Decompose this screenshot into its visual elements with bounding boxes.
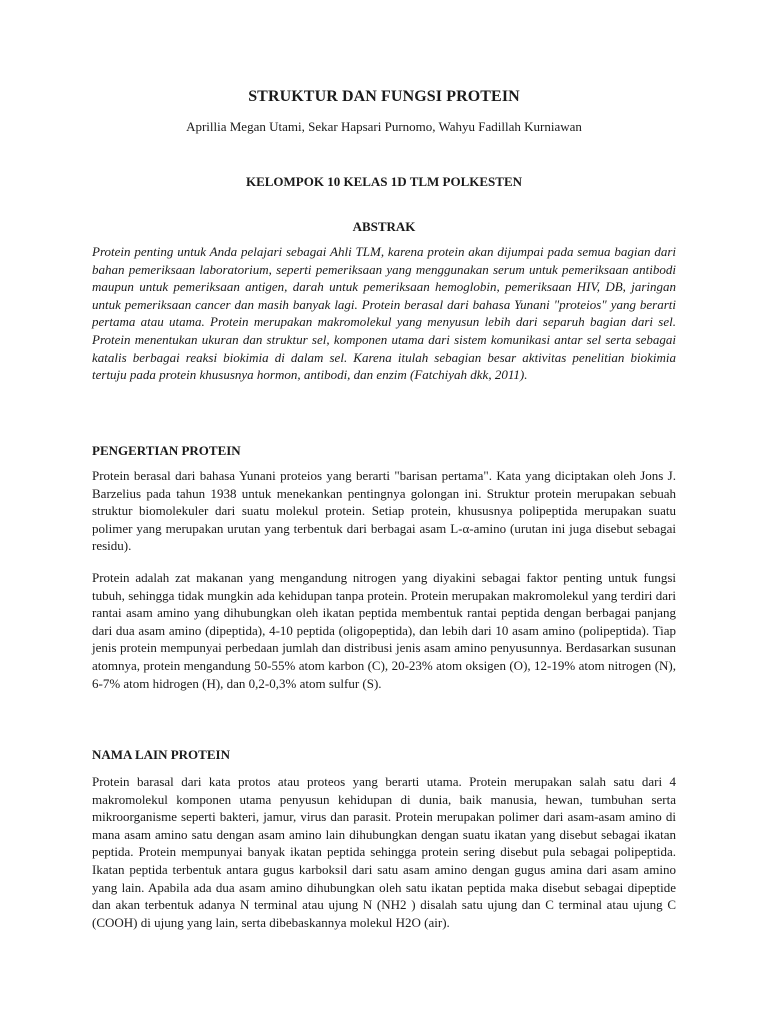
abstract-text: Protein penting untuk Anda pelajari sebagai Ahli TLM, karena protein akan dijumpai pada semua bagian dari bahan pemeriksaan laboratorium, seperti pemeriksaan yang menggunakan serum untuk pemeriksaan antibodi maupun untuk pemeriksaan antigen, darah untuk pemeriksaan hemoglobin, pemeriksaan HIV, DB, jaringan untuk pemeriksaan cancer dan masih banyak lagi. Protein berasal dari bahasa Yunani "proteios" yang berarti pertama atau utama. Protein merupakan makromolekul yang menyusun lebih dari separuh bagian dari sel. Protein menentukan ukuran dan struktur sel, komponen utama dari sistem komunikasi antar sel serta sebagai katalis berbagai reaksi biokimia di dalam sel. Karena itulah sebagian besar aktivitas penelitian biokimia tertuju pada protein khususnya hormon, antibodi, dan enzim (Fatchiyah dkk, 2011). bbox=[92, 244, 676, 383]
document-title: STRUKTUR DAN FUNGSI PROTEIN bbox=[248, 88, 520, 105]
group-label: KELOMPOK 10 KELAS 1D TLM POLKESTEN bbox=[245, 174, 523, 189]
paragraph: Protein adalah zat makanan yang mengandung nitrogen yang diyakini sebagai faktor penting untuk fungsi tubuh, sehingga tidak mungkin ada kehidupan tanpa protein. Protein merupakan makromolekul yang terdiri dari rantai asam amino yang dihubungkan oleh ikatan peptida membentuk rantai peptida dengan berbagai panjang dari dua asam amino (dipeptida), 4-10 peptida (oligopeptida), dan lebih dari 10 asam amino (polipeptida). Tiap jenis protein mempunyai perbedaan jumlah dan distribusi jenis asam amino penyusunnya. Berdasarkan susunan atomnya, protein mengandung 50-55% atom karbon (C), 20-23% atom oksigen (O), 12-19% atom nitrogen (N), 6-7% atom hidrogen (H), dan 0,2-0,3% atom sulfur (S). bbox=[92, 570, 676, 691]
document-authors: Aprillia Megan Utami, Sekar Hapsari Purnomo, Wahyu Fadillah Kurniawan bbox=[186, 119, 582, 134]
section-heading-nama-lain: NAMA LAIN PROTEIN bbox=[92, 747, 230, 762]
paragraph: Protein barasal dari kata protos atau proteos yang berarti utama. Protein merupakan salah satu dari 4 makromolekul komponen utama penyusun kehidupan di dunia, baik manusia, hewan, tumbuhan serta mikroorganisme seperti bakteri, jamur, virus dan parasit. Protein merupakan polimer dari asam-asam amino di mana asam amino satu dengan asam amino lain dihubungkan dengan suatu ikatan yang disebut sebagai ikatan peptida. Protein mempunyai banyak ikatan peptida sehingga protein sering disebut pula sebagai polipeptida. Ikatan peptida terbentuk antara gugus karboksil dari satu asam amino dengan gugus amina dari asam amino yang lain. Apabila ada dua asam amino dihubungkan oleh satu ikatan peptida maka disebut sebagai dipeptide dan akan terbentuk adanya N terminal atau ujung N (NH2 ) disalah satu ujung dan C terminal atau ujung C (COOH) di ujung yang lain, serta dibebaskannya molekul H2O (air). bbox=[92, 774, 676, 930]
paragraph: Protein berasal dari bahasa Yunani proteios yang berarti "barisan pertama". Kata yang diciptakan oleh Jons J. Barzelius pada tahun 1938 untuk menekankan pentingnya golongan ini. Struktur protein merupakan sebuah struktur biomolekuler dari suatu molekul protein. Setiap protein, khususnya polipeptida merupakan suatu polimer yang merupakan urutan yang terbentuk dari berbagai asam L-α-amino (urutan ini juga disebut sebagai residu). bbox=[92, 468, 676, 554]
section-heading-pengertian: PENGERTIAN PROTEIN bbox=[92, 443, 241, 458]
abstract-heading: ABSTRAK bbox=[352, 219, 416, 234]
